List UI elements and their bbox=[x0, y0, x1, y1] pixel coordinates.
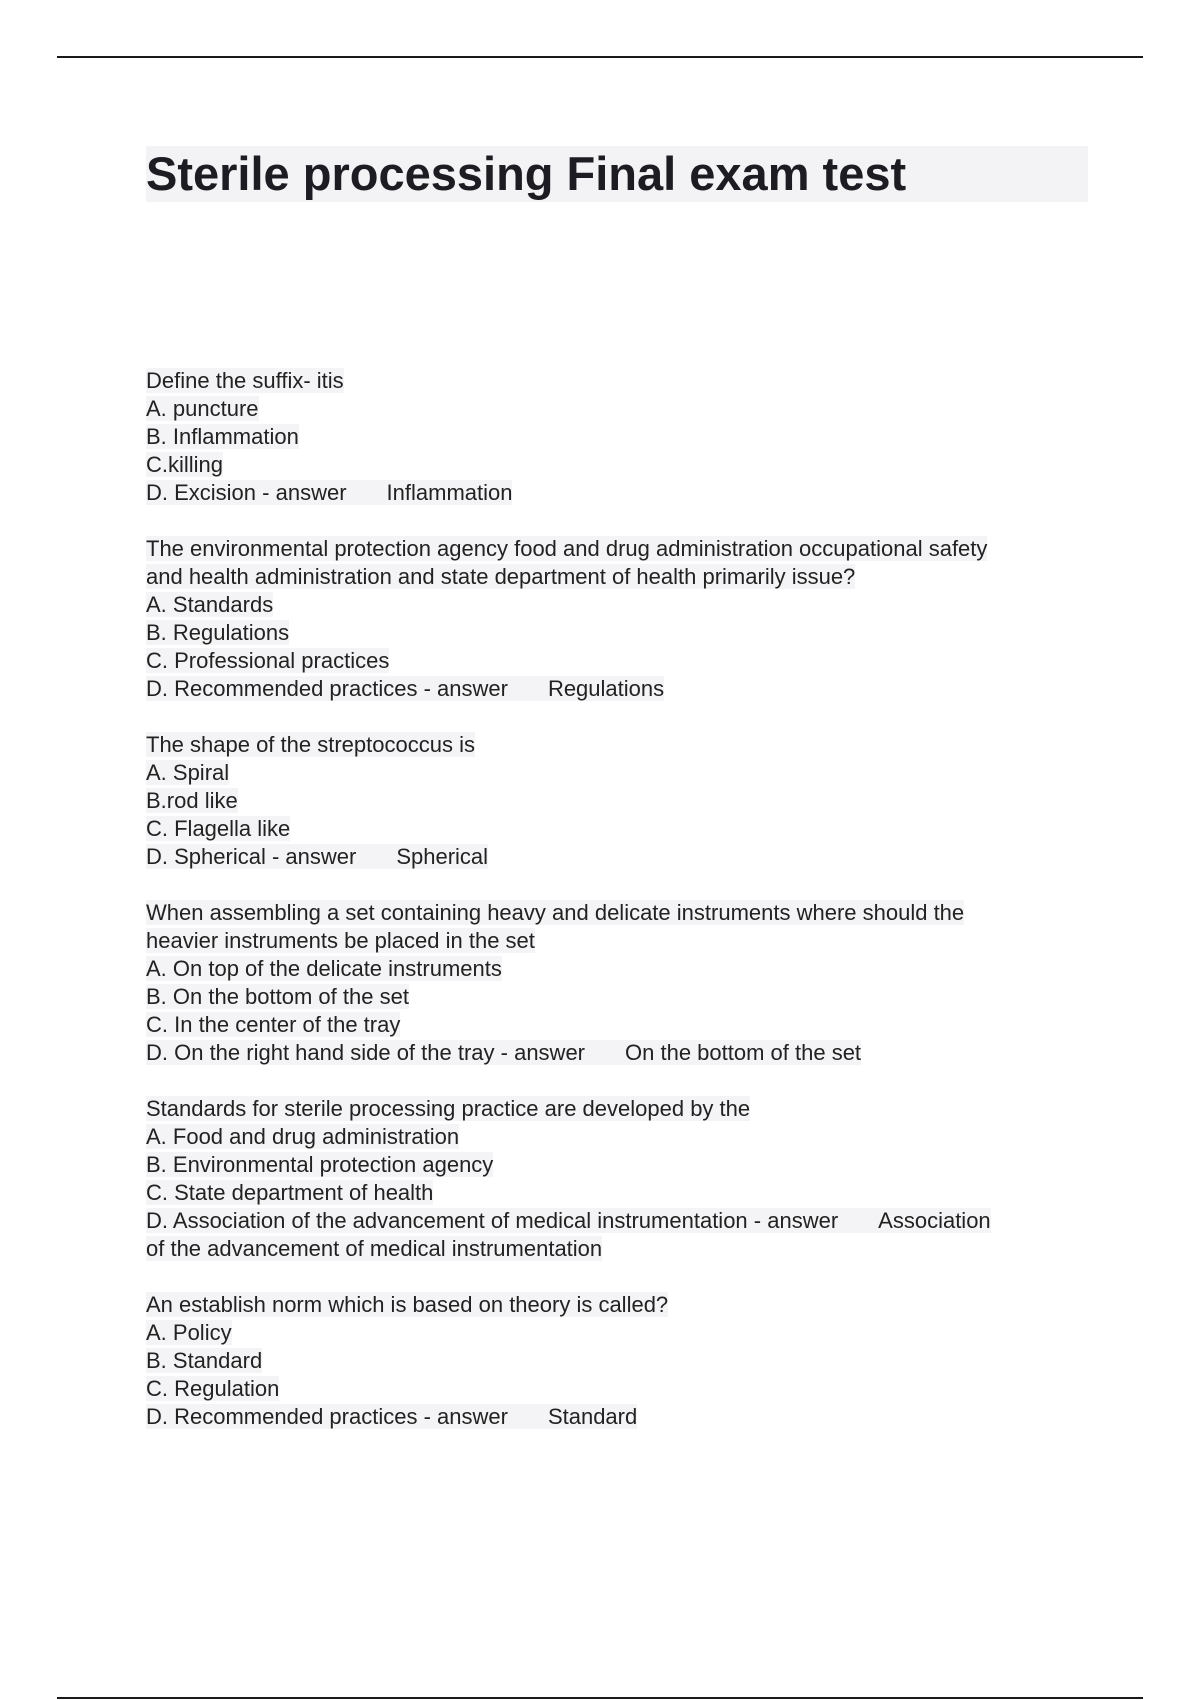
option-c: C. Flagella like bbox=[146, 816, 291, 841]
page-bottom-rule bbox=[57, 1697, 1143, 1699]
option-d: D. Spherical bbox=[146, 844, 266, 869]
answer-marker: - answer bbox=[417, 676, 508, 701]
answer-text: Spherical bbox=[396, 844, 489, 869]
question-prompt-line-1: The environmental protection agency food and drug administration occupational safety bbox=[146, 536, 988, 561]
option-b: B.rod like bbox=[146, 788, 238, 813]
option-a: A. On top of the delicate instruments bbox=[146, 956, 502, 981]
question-6 bbox=[146, 1291, 1086, 1431]
answer-text-line-2: of the advancement of medical instrumentation bbox=[146, 1236, 603, 1261]
question-list bbox=[146, 367, 1086, 1459]
question-prompt-line-1: When assembling a set containing heavy and delicate instruments where should the bbox=[146, 900, 965, 925]
option-a: A. Policy bbox=[146, 1320, 232, 1345]
option-c: C.killing bbox=[146, 452, 224, 477]
option-d: D. Recommended practices bbox=[146, 676, 418, 701]
question-2 bbox=[146, 535, 1086, 703]
option-c: C. State department of health bbox=[146, 1180, 434, 1205]
page-top-rule bbox=[57, 56, 1143, 58]
option-d: D. Excision bbox=[146, 480, 257, 505]
question-prompt: The shape of the streptococcus is bbox=[146, 732, 475, 757]
answer-marker: - answer bbox=[747, 1208, 839, 1233]
option-c: C. Regulation bbox=[146, 1376, 280, 1401]
question-prompt: An establish norm which is based on theory is called? bbox=[146, 1292, 669, 1317]
option-b: B. On the bottom of the set bbox=[146, 984, 409, 1009]
option-c: C. Professional practices bbox=[146, 648, 390, 673]
option-b: B. Environmental protection agency bbox=[146, 1152, 494, 1177]
option-a: A. Food and drug administration bbox=[146, 1124, 460, 1149]
answer-text: Inflammation bbox=[386, 480, 513, 505]
question-5 bbox=[146, 1095, 1086, 1263]
question-prompt: Define the suffix- itis bbox=[146, 368, 344, 393]
option-d: D. On the right hand side of the tray bbox=[146, 1040, 495, 1065]
option-b: B. Standard bbox=[146, 1348, 263, 1373]
question-3 bbox=[146, 731, 1086, 871]
option-b: B. Regulations bbox=[146, 620, 290, 645]
option-b: B. Inflammation bbox=[146, 424, 299, 449]
question-1 bbox=[146, 367, 1086, 507]
answer-text: Standard bbox=[547, 1404, 638, 1429]
option-a: A. puncture bbox=[146, 396, 259, 421]
question-prompt-line-2: heavier instruments be placed in the set bbox=[146, 928, 535, 953]
page-title: Sterile processing Final exam test bbox=[146, 146, 1088, 202]
answer-marker: - answer bbox=[256, 480, 347, 505]
option-a: A. Spiral bbox=[146, 760, 230, 785]
answer-text-line-1: Association bbox=[878, 1208, 991, 1233]
option-d: D. Association of the advancement of medical instrumentation bbox=[146, 1208, 748, 1233]
option-d: D. Recommended practices bbox=[146, 1404, 418, 1429]
answer-text: Regulations bbox=[547, 676, 665, 701]
question-prompt: Standards for sterile processing practice are developed by the bbox=[146, 1096, 751, 1121]
answer-marker: - answer bbox=[265, 844, 357, 869]
answer-marker: - answer bbox=[417, 1404, 508, 1429]
question-4 bbox=[146, 899, 1086, 1067]
answer-text: On the bottom of the set bbox=[625, 1040, 862, 1065]
option-a: A. Standards bbox=[146, 592, 274, 617]
answer-marker: - answer bbox=[494, 1040, 586, 1065]
option-c: C. In the center of the tray bbox=[146, 1012, 401, 1037]
question-prompt-line-2: and health administration and state department of health primarily issue? bbox=[146, 564, 856, 589]
